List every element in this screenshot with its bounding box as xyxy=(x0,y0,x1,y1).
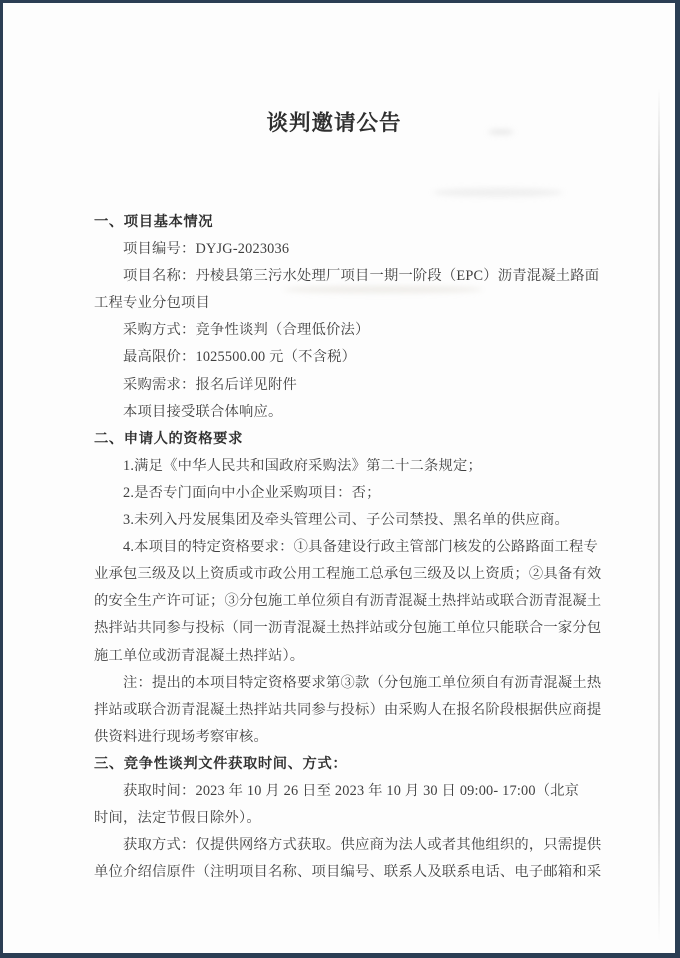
line-obtain-time: 获取时间：2023 年 10 月 26 日至 2023 年 10 月 30 日 09:00- 17:00（北京 xyxy=(123,782,580,799)
heading-section-3: 三、竞争性谈判文件获取时间、方式： xyxy=(94,755,348,772)
scan-page-edge-line xyxy=(658,88,660,941)
line-requirement-1: 1.满足《中华人民共和国政府采购法》第二十二条规定； xyxy=(123,457,483,474)
heading-section-2: 二、申请人的资格要求 xyxy=(94,430,243,447)
line-procurement-method: 采购方式：竞争性谈判（合理低价法） xyxy=(123,322,370,339)
line-obtain-method-cont: 单位介绍信原件（注明项目名称、项目编号、联系人及联系电话、电子邮箱和采 xyxy=(94,864,602,881)
line-requirement-3: 3.未列入丹发展集团及牵头管理公司、子公司禁投、黑名单的供应商。 xyxy=(123,512,570,529)
document-page xyxy=(3,3,675,953)
line-project-number: 项目编号：DYJG-2023036 xyxy=(123,241,290,258)
document-body xyxy=(94,209,635,886)
line-requirement-4-cont-2: 的安全生产许可证；③分包施工单位须自有沥青混凝土热拌站或联合沥青混凝土 xyxy=(94,593,602,610)
line-requirement-4-cont-4: 施工单位或沥青混凝土热拌站）。 xyxy=(94,647,305,664)
line-requirement-4-cont-1: 业承包三级及以上资质或市政公用工程施工总承包三级及以上资质；②具备有效 xyxy=(94,566,602,583)
line-procurement-demand: 采购需求：报名后详见附件 xyxy=(123,376,297,393)
document-title: 谈判邀请公告 xyxy=(266,111,402,135)
line-requirement-2: 2.是否专门面向中小企业采购项目：否； xyxy=(123,484,381,501)
line-project-name-cont: 工程专业分包项目 xyxy=(94,295,210,312)
line-obtain-time-cont: 时间，法定节假日除外）。 xyxy=(94,810,261,827)
line-requirement-4-cont-3: 热拌站共同参与投标（同一沥青混凝土热拌站或分包施工单位只能联合一家分包 xyxy=(94,620,602,637)
heading-section-1: 一、项目基本情况 xyxy=(94,214,214,230)
line-project-name: 项目名称：丹棱县第三污水处理厂项目一期一阶段（EPC）沥青混凝土路面 xyxy=(123,268,600,285)
line-obtain-method: 获取方式：仅提供网络方式获取。供应商为法人或者其他组织的，只需提供 xyxy=(123,837,602,854)
line-consortium-response: 本项目接受联合体响应。 xyxy=(123,403,283,420)
line-requirement-4: 4.本项目的特定资格要求：①具备建设行政主管部门核发的公路路面工程专 xyxy=(123,539,599,556)
line-note: 注：提出的本项目特定资格要求第③款（分包施工单位须自有沥青混凝土热 xyxy=(123,674,602,691)
line-max-price: 最高限价：1025500.00 元（不含税） xyxy=(123,349,357,366)
scan-smudge xyxy=(433,188,563,197)
line-note-cont-2: 供资料进行现场考察审核。 xyxy=(94,728,268,745)
line-note-cont-1: 拌站或联合沥青混凝土热拌站共同参与投标）由采购人在报名阶段根据供应商提 xyxy=(94,701,602,718)
